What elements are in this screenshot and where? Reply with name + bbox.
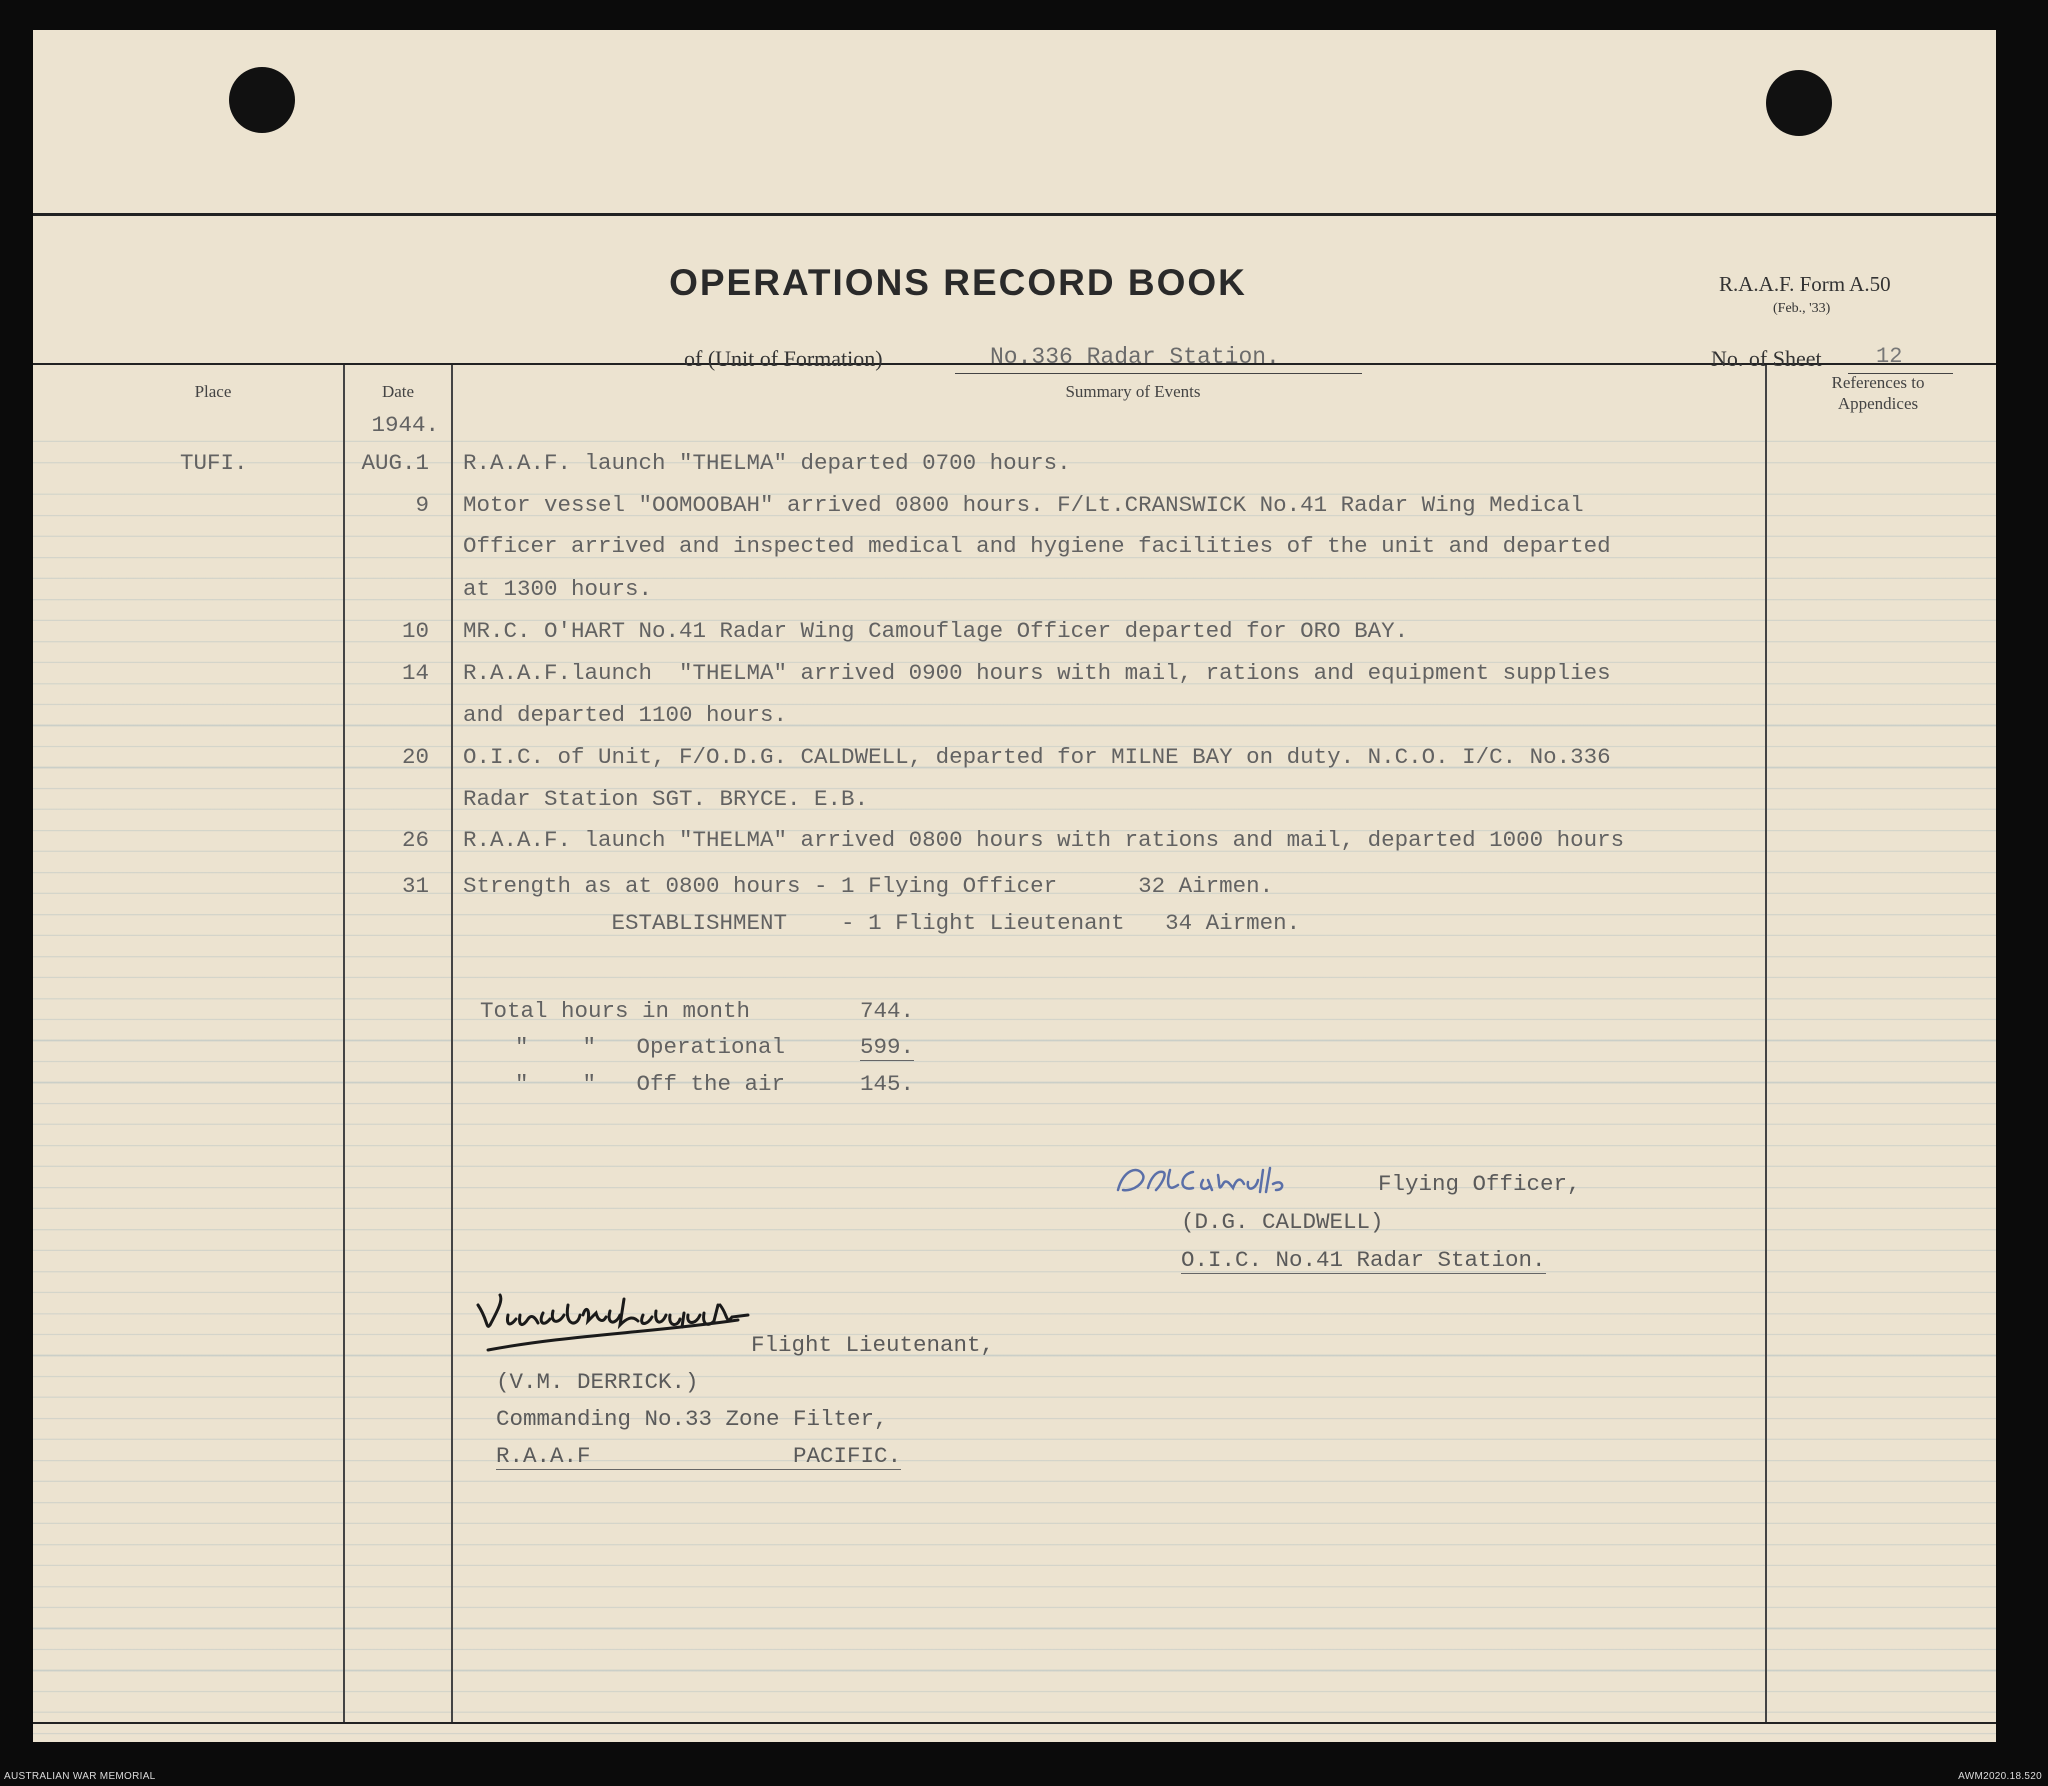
stat-label: " " Operational (515, 1034, 786, 1060)
signature-caldwell-role: O.I.C. No.41 Radar Station. (1181, 1247, 1546, 1273)
signature-caldwell-rank: Flying Officer, (1378, 1171, 1581, 1197)
punch-hole-left (229, 67, 295, 133)
signature-derrick-rank: Flight Lieutenant, (751, 1332, 995, 1358)
event-line: Radar Station SGT. BRYCE. E.B. (463, 786, 869, 812)
place-cell: TUFI. (180, 450, 248, 476)
record-sheet (33, 30, 1996, 1742)
event-line: Officer arrived and inspected medical and hygiene facilities of the unit and departed (463, 533, 1611, 559)
date-cell: 20 (401, 744, 429, 770)
event-line: ESTABLISHMENT - 1 Flight Lieutenant 34 Airmen. (463, 910, 1301, 936)
unit-label: of (Unit of Formation) (684, 346, 883, 371)
event-line: R.A.A.F.launch "THELMA" arrived 0900 hours with mail, rations and equipment supplies (463, 660, 1611, 686)
signature-derrick (448, 1275, 888, 1375)
date-cell: AUG.1 (361, 450, 429, 476)
col-divider-date (451, 365, 453, 1722)
stat-label: Total hours in month (480, 998, 751, 1024)
bottom-rule (33, 1722, 1996, 1724)
footer-credit: AUSTRALIAN WAR MEMORIAL (4, 1771, 156, 1782)
event-line: Strength as at 0800 hours - 1 Flying Officer 32 Airmen. (463, 873, 1274, 899)
col-header-references-line2: Appendices (1837, 394, 1919, 413)
event-line: MR.C. O'HART No.41 Radar Wing Camouflage Officer departed for ORO BAY. (463, 618, 1409, 644)
event-line: and departed 1100 hours. (463, 702, 788, 728)
sheet-number-label: No. of Sheet (1711, 346, 1822, 371)
col-header-summary: Summary of Events (1065, 382, 1201, 401)
form-id: R.A.A.F. Form A.50 (1719, 272, 1891, 296)
date-cell: 10 (401, 618, 429, 644)
event-line: Motor vessel "OOMOOBAH" arrived 0800 hours. F/Lt.CRANSWICK No.41 Radar Wing Medical (463, 492, 1584, 518)
signature-caldwell-name: (D.G. CALDWELL) (1181, 1209, 1384, 1235)
event-line: at 1300 hours. (463, 576, 653, 602)
col-divider-summary (1765, 365, 1767, 1722)
col-header-place: Place (194, 382, 232, 401)
event-line: R.A.A.F. launch "THELMA" arrived 0800 hours with rations and mail, departed 1000 hours (463, 827, 1625, 853)
date-cell: 14 (401, 660, 429, 686)
page-title: OPERATIONS RECORD BOOK (669, 262, 1247, 303)
signature-caldwell (1108, 1150, 1388, 1210)
form-date: (Feb., '33) (1773, 301, 1831, 316)
col-header-references (1778, 372, 1978, 414)
footer-accession-number: AWM2020.18.520 (1958, 1771, 2042, 1782)
punch-hole-right (1766, 70, 1832, 136)
date-cell: 31 (401, 873, 429, 899)
top-rule (33, 213, 1996, 216)
sheet-number-value: 12 (1848, 344, 1953, 374)
signature-derrick-role: Commanding No.33 Zone Filter, (496, 1406, 888, 1432)
stat-value: 145. (860, 1071, 915, 1097)
year-cell: 1944. (371, 412, 439, 438)
signature-derrick-name: (V.M. DERRICK.) (496, 1369, 699, 1395)
col-header-date: Date (381, 382, 415, 401)
date-cell: 9 (415, 492, 429, 518)
stat-label: " " Off the air (515, 1071, 786, 1097)
stat-value: 744. (860, 998, 915, 1024)
col-divider-place (343, 365, 345, 1722)
date-cell: 26 (401, 827, 429, 853)
event-line: O.I.C. of Unit, F/O.D.G. CALDWELL, departed for MILNE BAY on duty. N.C.O. I/C. No.336 (463, 744, 1611, 770)
unit-value: No.336 Radar Station. (955, 344, 1362, 374)
event-line: R.A.A.F. launch "THELMA" departed 0700 hours. (463, 450, 1071, 476)
col-header-references-line1: References to (1831, 373, 1925, 392)
stat-value: 599. (860, 1034, 915, 1060)
signature-derrick-org: R.A.A.F PACIFIC. (496, 1443, 902, 1469)
